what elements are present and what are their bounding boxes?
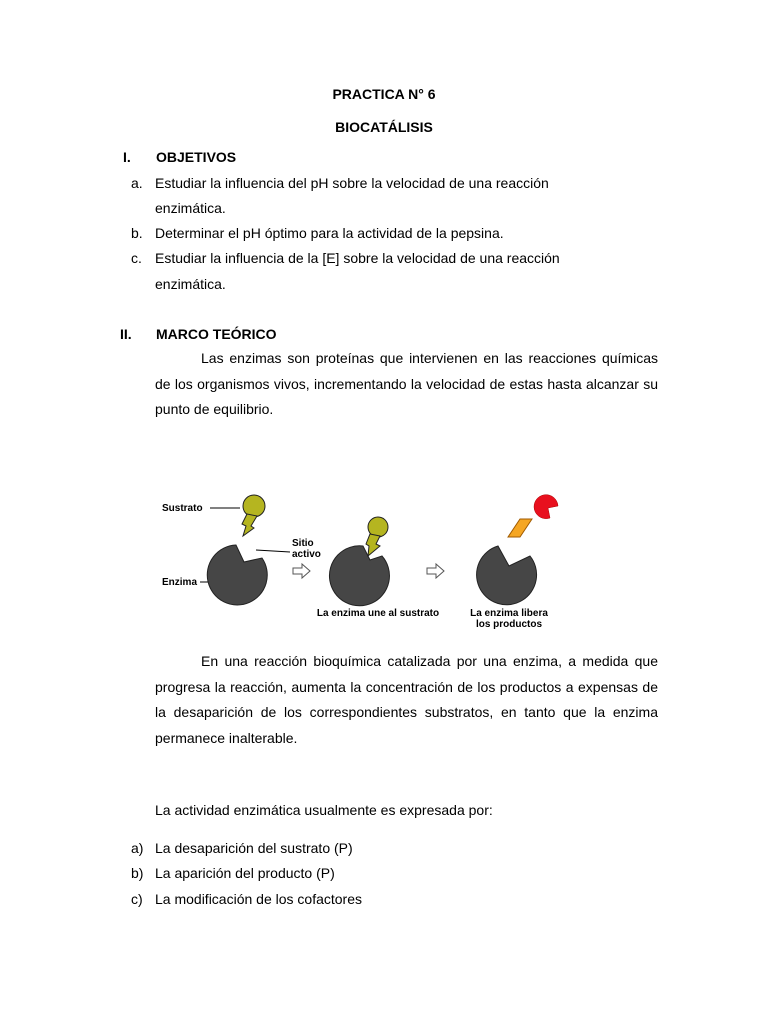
list-item: La desaparición del sustrato (P) xyxy=(155,840,353,856)
list-marker: b) xyxy=(131,865,144,881)
label-enzima: Enzima xyxy=(162,577,198,588)
label-sustrato: Sustrato xyxy=(162,503,203,514)
substrate-shape xyxy=(243,495,265,517)
list-marker: a. xyxy=(131,175,143,191)
caption-libera: La enzima libera xyxy=(470,608,548,619)
product-shape xyxy=(534,495,558,519)
list-marker: c. xyxy=(131,250,142,266)
list-marker: c) xyxy=(131,891,143,907)
enzyme-shape xyxy=(477,546,537,605)
objective-text: Estudiar la influencia del pH sobre la velocidad de una reacción xyxy=(155,175,549,191)
list-item: La aparición del producto (P) xyxy=(155,865,335,881)
product-shape xyxy=(508,519,532,537)
leader-line xyxy=(256,550,290,552)
paragraph-text: La actividad enzimática usualmente es expresada por: xyxy=(155,802,493,818)
section-number: II. xyxy=(120,326,132,342)
section-title: MARCO TEÓRICO xyxy=(156,326,277,342)
objective-text: Determinar el pH óptimo para la actividad de la pepsina. xyxy=(155,225,504,241)
arrow-right-icon xyxy=(427,564,444,578)
caption-libera-cont: los productos xyxy=(475,619,543,630)
arrow-right-icon xyxy=(293,564,310,578)
paragraph xyxy=(155,649,658,751)
objective-text-cont: enzimática. xyxy=(155,200,226,216)
enzyme-shape xyxy=(329,546,389,606)
enzyme-shape xyxy=(207,545,267,605)
paragraph xyxy=(155,346,658,423)
objective-text: Estudiar la influencia de la [E] sobre la velocidad de una reacción xyxy=(155,250,560,266)
list-marker: b. xyxy=(131,225,143,241)
paragraph-text: Las enzimas son proteínas que intervienen en las reacciones químicas de los organismos vivos, incrementando la velocidad de estas hasta alcanzar su punto de equilibrio. xyxy=(155,350,658,417)
objective-text-cont: enzimática. xyxy=(155,276,226,292)
section-number: I. xyxy=(123,149,131,165)
section-title: OBJETIVOS xyxy=(156,149,237,165)
substrate-stem xyxy=(242,514,257,536)
list-marker: a) xyxy=(131,840,144,856)
page-title: PRACTICA N° 6 xyxy=(332,86,436,102)
list-item: La modificación de los cofactores xyxy=(155,891,362,907)
caption-une: La enzima une al sustrato xyxy=(316,608,440,619)
substrate-stem xyxy=(366,534,380,556)
enzyme-substrate-diagram xyxy=(150,490,570,640)
page-subtitle: BIOCATÁLISIS xyxy=(335,119,433,135)
label-activo: activo xyxy=(292,549,321,560)
paragraph-text: En una reacción bioquímica catalizada por una enzima, a medida que progresa la reacción, aumenta la concentración de los productos a expensas de la desaparición de los correspondientes substratos, en tanto que la enzima permanece inalterable. xyxy=(155,653,658,746)
label-sitio: Sitio xyxy=(292,538,314,549)
